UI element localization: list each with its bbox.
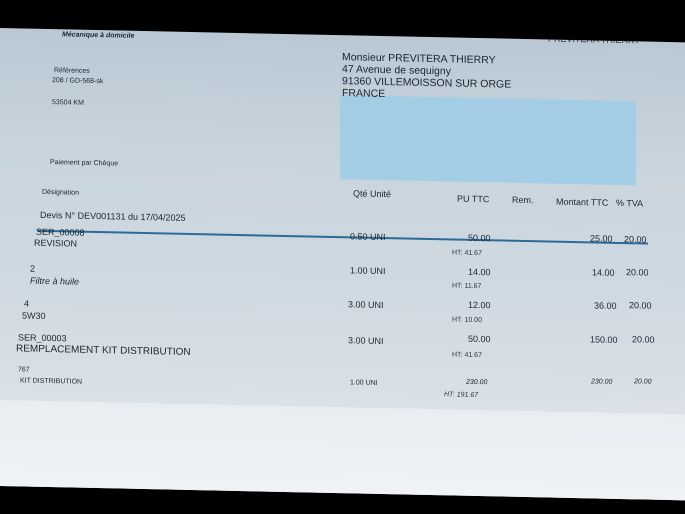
- row-qty: 0.50 UNI: [350, 231, 386, 243]
- row-label: REMPLACEMENT KIT DISTRIBUTION: [16, 343, 191, 358]
- row-code: 2: [30, 263, 36, 274]
- row-pu: 50.00: [468, 333, 491, 345]
- client-city: 91360 VILLEMOISSON SUR ORGE: [342, 75, 512, 91]
- row-label: KIT DISTRIBUTION: [20, 377, 83, 386]
- header-rule: [38, 230, 648, 245]
- row-tva: 20.00: [624, 234, 647, 245]
- row-tva: 20.00: [626, 267, 649, 278]
- row-montant: 14.00: [592, 267, 615, 278]
- row-pu: 12.00: [468, 299, 491, 311]
- col-header-montant: Montant TTC: [556, 196, 609, 208]
- col-header-qty: Qté Unité: [353, 188, 392, 200]
- row-ht: HT: 41.67: [452, 249, 482, 258]
- row-code: SER_00003: [18, 332, 67, 344]
- row-ht: HT: 191.67: [444, 391, 479, 400]
- client-country: FRANCE: [342, 87, 386, 101]
- row-pu: 14.00: [468, 266, 491, 278]
- row-montant: 230.00: [591, 378, 613, 386]
- row-pu: 230.00: [466, 378, 488, 387]
- vehicle-mileage: 53504 KM: [52, 99, 84, 107]
- row-label: 5W30: [22, 310, 46, 321]
- lower-sheet-fold: [0, 400, 685, 500]
- row-label: REVISION: [34, 237, 78, 249]
- company-tagline: Mécanique à domicile: [62, 31, 135, 40]
- row-tva: 20.00: [634, 378, 652, 386]
- col-header-designation: Désignation: [42, 188, 79, 197]
- references-label: Références: [54, 67, 90, 75]
- col-header-tva: % TVA: [616, 197, 644, 209]
- row-qty: 3.00 UNI: [348, 299, 384, 311]
- col-header-pu: PU TTC: [457, 193, 490, 205]
- row-montant: 150.00: [590, 334, 618, 345]
- row-qty: 1.00 UNI: [350, 265, 386, 277]
- client-address-box: [340, 95, 636, 185]
- top-right-name: PREVITERA THIERRY: [548, 33, 641, 46]
- row-montant: 25.00: [590, 233, 613, 244]
- vehicle-plate: 208 / GD-568-sk: [52, 77, 104, 86]
- row-code: 4: [24, 298, 30, 309]
- devis-reference: Devis N° DEV001131 du 17/04/2025: [40, 209, 186, 223]
- row-label: Filtre à huile: [30, 275, 80, 287]
- row-ht: HT: 11.67: [452, 282, 482, 291]
- col-header-rem: Rem.: [512, 194, 534, 206]
- row-tva: 20.00: [629, 300, 652, 311]
- invoice-sheet: [0, 28, 685, 500]
- client-name: Monsieur PREVITERA THIERRY: [342, 51, 496, 67]
- row-qty: 3.00 UNI: [348, 335, 384, 347]
- payment-method: Paiement par Chèque: [50, 159, 119, 168]
- row-code: 767: [18, 366, 30, 374]
- row-code: SER_00008: [36, 226, 85, 238]
- row-montant: 36.00: [594, 300, 617, 311]
- row-ht: HT: 41.67: [452, 351, 482, 360]
- row-qty: 1.00 UNI: [350, 379, 378, 387]
- client-street: 47 Avenue de sequigny: [342, 63, 451, 78]
- row-ht: HT: 10.00: [452, 316, 482, 325]
- row-tva: 20.00: [632, 334, 655, 345]
- row-pu: 50.00: [468, 232, 491, 244]
